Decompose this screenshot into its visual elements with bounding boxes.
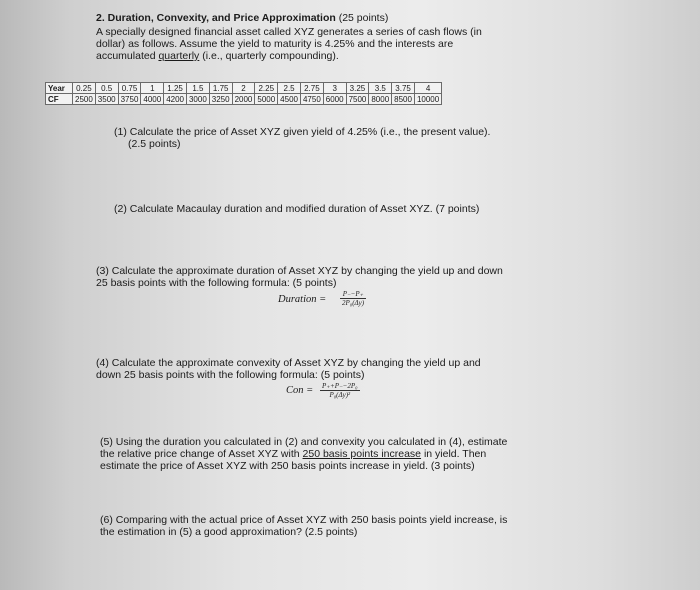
duration-formula-numerator: P₋−P₊ — [340, 290, 366, 299]
cash-flow-table — [45, 82, 442, 105]
cf-cell: 8500 — [392, 94, 415, 105]
year-cell: 3.25 — [346, 83, 369, 94]
year-cell: 1.5 — [186, 83, 209, 94]
question-4-line-2: down 25 basis points with the following formula: (5 points) — [96, 369, 365, 381]
question-1 — [114, 126, 574, 150]
cf-cell: 3250 — [209, 94, 232, 105]
duration-formula-denominator: 2P₀(Δy) — [342, 299, 365, 307]
problem-title-points: (25 points) — [338, 12, 389, 24]
question-3-line-1: (3) Calculate the approximate duration of Asset XYZ by changing the yield up and down — [96, 265, 503, 277]
question-5-line-1: (5) Using the duration you calculated in (2) and convexity you calculated in (4), estimate — [100, 436, 508, 448]
question-5-line-3: estimate the price of Asset XYZ with 250 basis points increase in yield. (3 points) — [100, 460, 475, 472]
cf-row — [46, 94, 442, 105]
question-5 — [100, 436, 570, 472]
year-cell: 0.5 — [95, 83, 118, 94]
year-cell: 3 — [323, 83, 346, 94]
cf-cell: 2000 — [232, 94, 255, 105]
year-row — [46, 83, 442, 94]
question-1-line-1: (1) Calculate the price of Asset XYZ given yield of 4.25% (i.e., the present value). — [114, 126, 491, 138]
cf-cell: 3000 — [186, 94, 209, 105]
intro-line-1: A specially designed financial asset called XYZ generates a series of cash flows (in — [96, 26, 482, 38]
year-cell: 2.5 — [278, 83, 301, 94]
intro-line-2: dollar) as follows. Assume the yield to maturity is 4.25% and the interests are — [96, 38, 454, 50]
year-cell: 2.25 — [255, 83, 278, 94]
year-label: Year — [46, 83, 73, 94]
year-cell: 1.75 — [209, 83, 232, 94]
question-2: (2) Calculate Macaulay duration and modified duration of Asset XYZ. (7 points) — [114, 203, 480, 215]
question-6 — [100, 514, 570, 538]
cf-cell: 7500 — [346, 94, 369, 105]
year-cell: 3.75 — [392, 83, 415, 94]
convexity-formula-denominator: P₀(Δy)² — [329, 391, 351, 399]
cf-cell: 4750 — [300, 94, 323, 105]
question-3-line-2: 25 basis points with the following formula: (5 points) — [96, 277, 337, 289]
convexity-formula-numerator: P₊+P₋−2P₀ — [322, 382, 358, 390]
question-5-line-2 — [100, 448, 570, 460]
cf-cell: 5000 — [255, 94, 278, 105]
year-cell: 3.5 — [369, 83, 392, 94]
duration-formula-lhs: Duration = — [278, 294, 327, 305]
question-5-underlined: 250 basis points increase — [302, 448, 422, 460]
cf-cell: 4200 — [164, 94, 187, 105]
question-6-line-1: (6) Comparing with the actual price of Asset XYZ with 250 basis points yield increase, is — [100, 514, 508, 526]
question-3 — [96, 265, 576, 289]
duration-formula-fraction — [340, 290, 366, 307]
year-cell: 1.25 — [164, 83, 187, 94]
intro-line-3-start: accumulated — [96, 50, 159, 62]
year-cell: 0.25 — [73, 83, 96, 94]
cf-cell: 2500 — [73, 94, 96, 105]
year-cell: 2 — [232, 83, 255, 94]
cf-cell: 4500 — [278, 94, 301, 105]
question-1-line-2: (2.5 points) — [128, 138, 181, 150]
year-cell: 0.75 — [118, 83, 141, 94]
question-4 — [96, 357, 576, 381]
year-cell: 4 — [414, 83, 441, 94]
convexity-formula-fraction — [320, 382, 360, 399]
cf-label: CF — [46, 94, 73, 105]
intro-underlined-quarterly: quarterly — [158, 50, 200, 62]
cf-cell: 10000 — [414, 94, 441, 105]
problem-intro — [96, 26, 566, 62]
cf-cell: 3500 — [95, 94, 118, 105]
intro-line-3-end: (i.e., quarterly compounding). — [199, 50, 339, 62]
year-cell: 2.75 — [300, 83, 323, 94]
cf-cell: 6000 — [323, 94, 346, 105]
question-5-line-2-end: in yield. Then — [421, 448, 487, 460]
convexity-formula-lhs: Con = — [286, 385, 314, 396]
year-cell: 1 — [141, 83, 164, 94]
question-6-line-2: the estimation in (5) a good approximation? (2.5 points) — [100, 526, 358, 538]
problem-title-bold: 2. Duration, Convexity, and Price Approximation — [96, 12, 336, 24]
problem-title — [96, 12, 566, 24]
cf-cell: 8000 — [369, 94, 392, 105]
intro-line-3 — [96, 50, 566, 62]
question-5-line-2-start: the relative price change of Asset XYZ with — [100, 448, 303, 460]
cf-cell: 4000 — [141, 94, 164, 105]
cf-cell: 3750 — [118, 94, 141, 105]
question-4-line-1: (4) Calculate the approximate convexity of Asset XYZ by changing the yield up and — [96, 357, 481, 369]
